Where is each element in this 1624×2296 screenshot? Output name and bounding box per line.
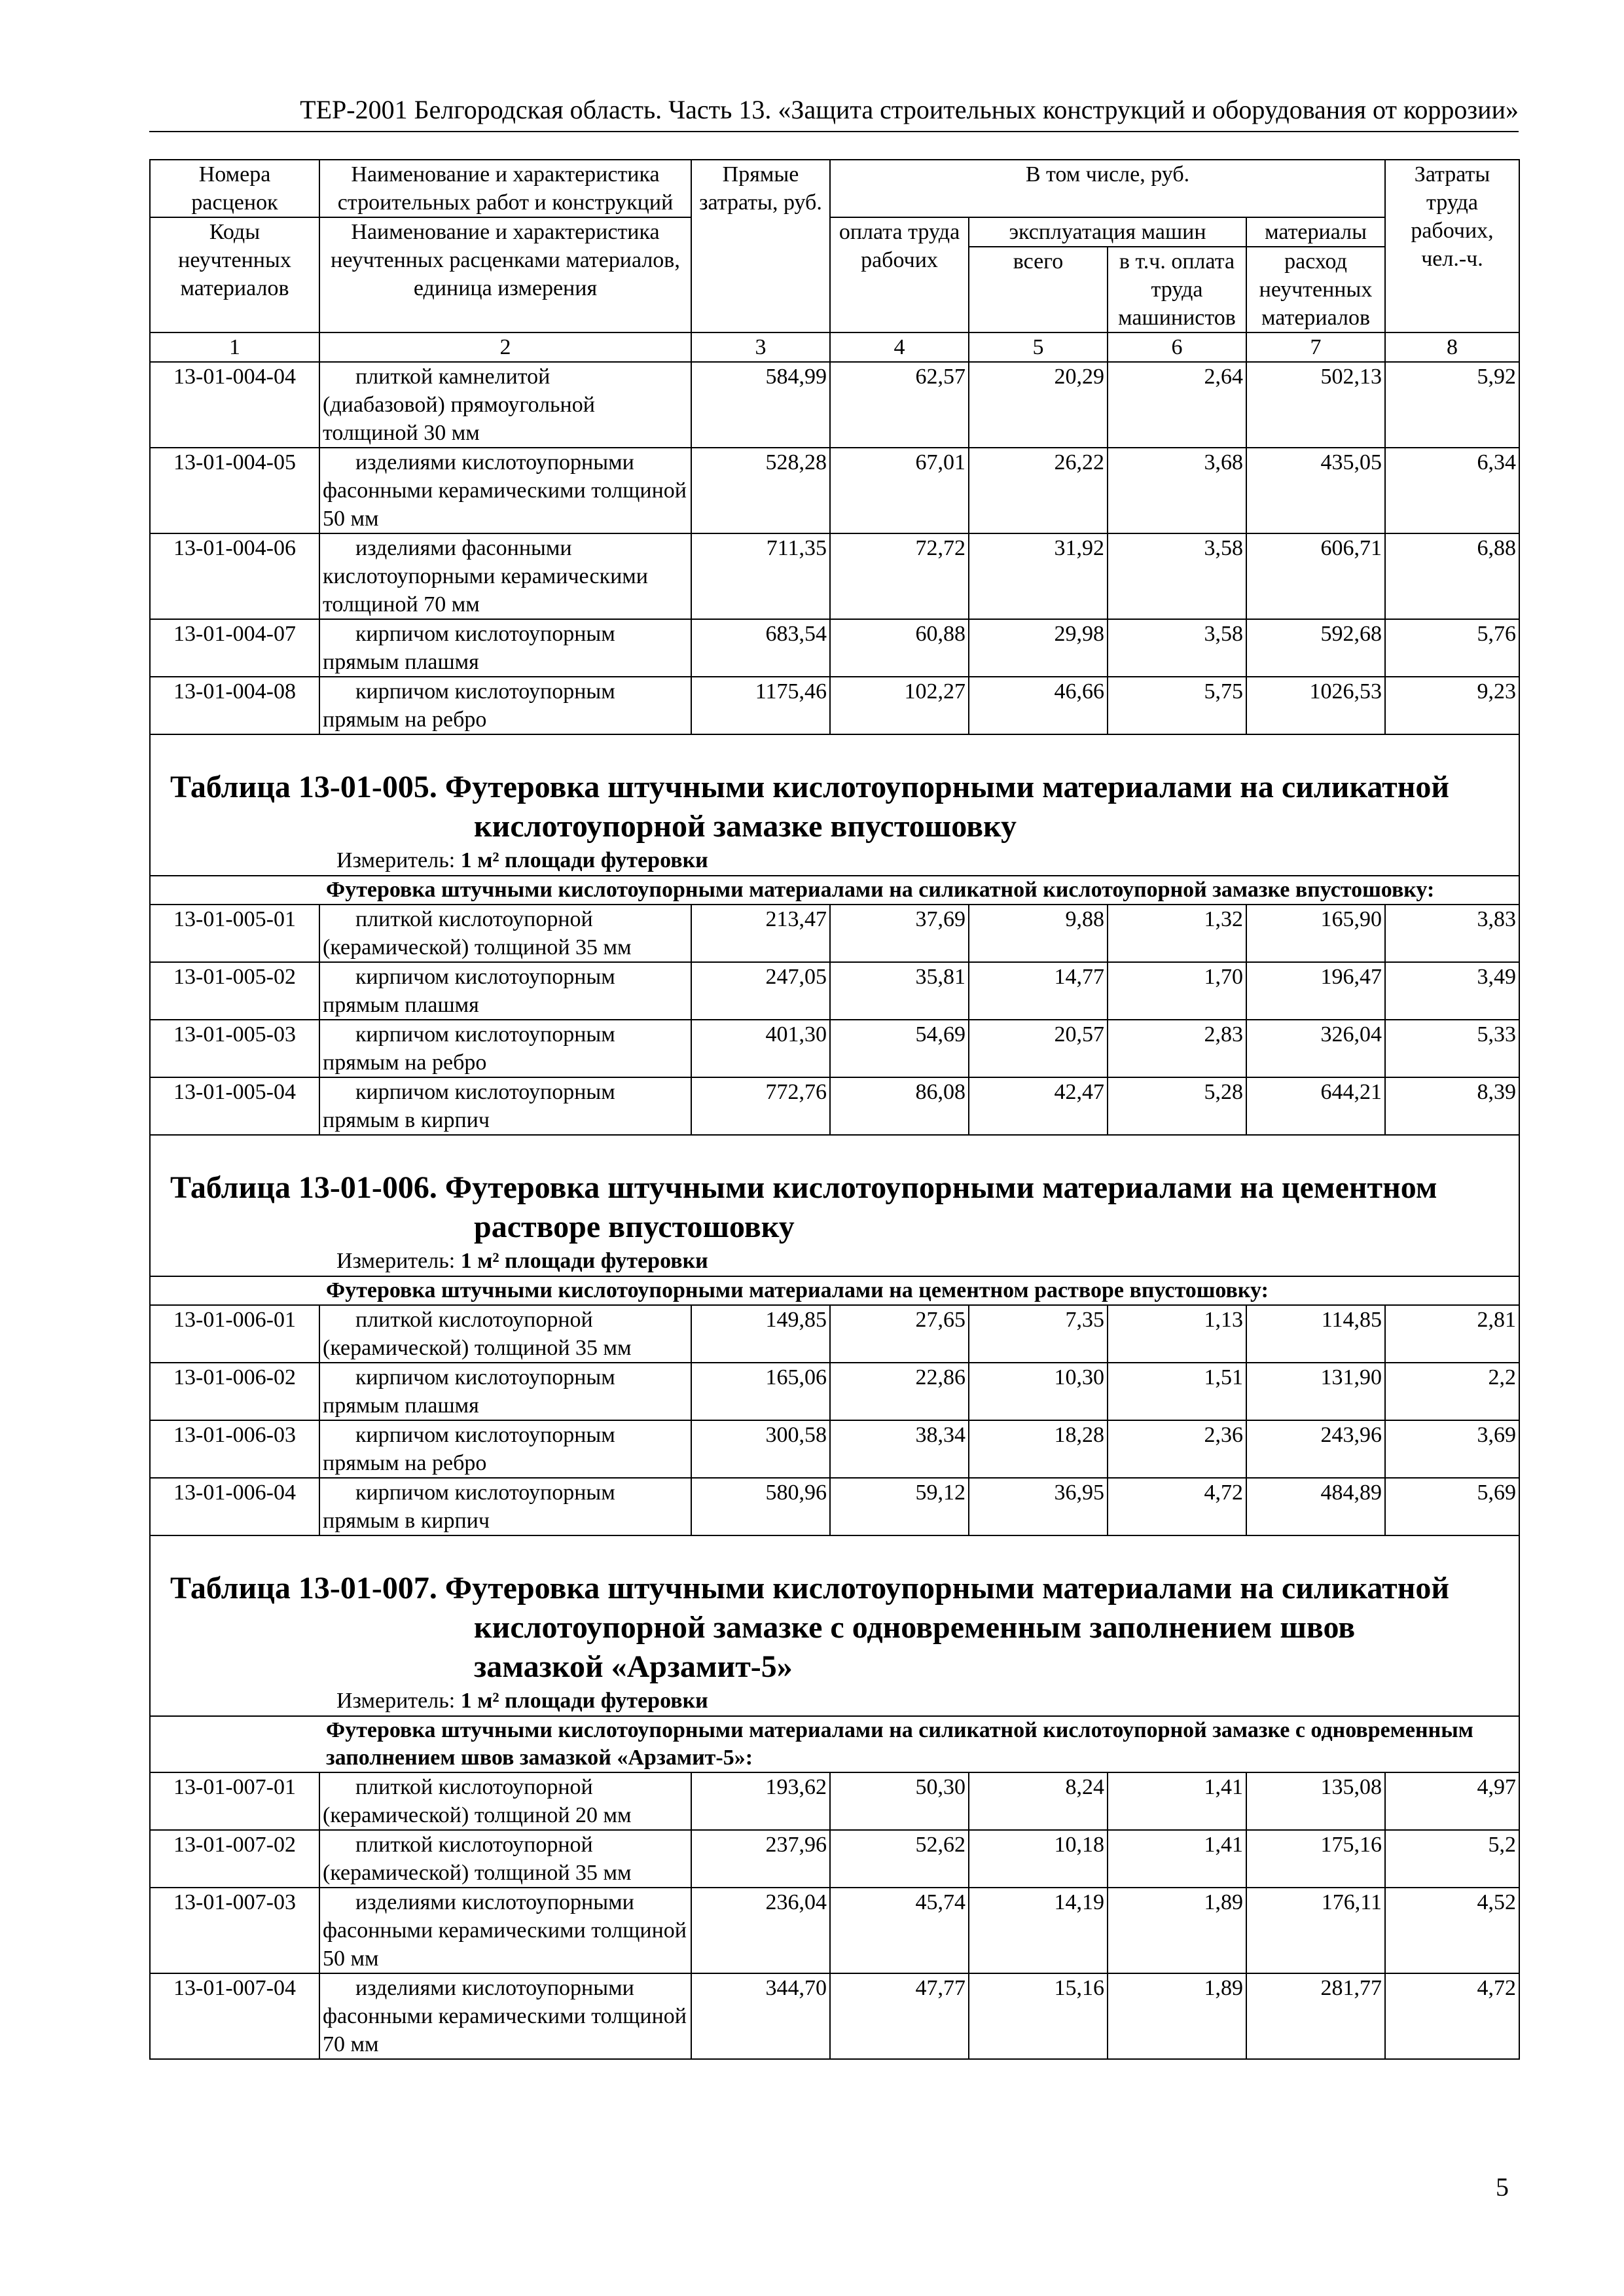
rate-name (319, 362, 691, 448)
measurement-value: 1 м² площади футеровки (460, 1249, 708, 1273)
value-hours: 2,2 (1385, 1363, 1519, 1420)
table-row (150, 1077, 1519, 1135)
measurement-label: Измеритель: (336, 1689, 456, 1713)
rate-name-line-2: прямым плашмя (323, 650, 479, 674)
group-code-cell (150, 876, 319, 905)
value-hours: 9,23 (1385, 677, 1519, 734)
rate-name (319, 1888, 691, 1973)
value-labor: 86,08 (830, 1077, 969, 1135)
rate-name-line-1: плиткой камнелитой (355, 365, 550, 389)
rate-name-line-2: (диабазовой) прямоугольной толщиной 30 мм (323, 393, 595, 445)
col-number: 4 (830, 332, 969, 362)
value-mat: 176,11 (1246, 1888, 1385, 1973)
value-labor: 72,72 (830, 533, 969, 619)
value-mat: 502,13 (1246, 362, 1385, 448)
rate-name-line-1: изделиями кислотоупорными (355, 1890, 634, 1914)
rate-code: 13-01-005-02 (150, 962, 319, 1020)
value-labor: 102,27 (830, 677, 969, 734)
col-number: 5 (969, 332, 1108, 362)
rate-name-line-2: (керамической) толщиной 20 мм (323, 1803, 632, 1827)
value-direct: 580,96 (691, 1478, 830, 1535)
rate-name-line-1: плиткой кислотоупорной (355, 1308, 593, 1332)
value-mach: 14,19 (969, 1888, 1108, 1973)
rate-name (319, 1020, 691, 1077)
rate-code: 13-01-004-08 (150, 677, 319, 734)
measurement-unit (151, 846, 1519, 875)
value-hours: 2,81 (1385, 1305, 1519, 1363)
value-direct: 300,58 (691, 1420, 830, 1478)
value-labor: 35,81 (830, 962, 969, 1020)
col-number: 8 (1385, 332, 1519, 362)
table-row (150, 1830, 1519, 1888)
group-heading: Футеровка штучными кислотоупорными материалами на силикатной кислотоупорной замазке с одновременным заполнением швов замазкой «Арзамит-5»: (319, 1716, 1519, 1772)
col-number: 3 (691, 332, 830, 362)
rate-name-line-1: кирпичом кислотоупорным (355, 622, 615, 646)
rate-code: 13-01-006-03 (150, 1420, 319, 1478)
value-mat: 196,47 (1246, 962, 1385, 1020)
rate-name-line-1: кирпичом кислотоупорным (355, 1365, 615, 1390)
value-direct: 772,76 (691, 1077, 830, 1135)
rate-name-line-1: кирпичом кислотоупорным (355, 1480, 615, 1505)
col-8-header: Затраты труда рабочих, чел.-ч. (1385, 160, 1519, 332)
rate-name-line-1: кирпичом кислотоупорным (355, 965, 615, 989)
col-number: 6 (1108, 332, 1246, 362)
value-labor: 67,01 (830, 448, 969, 533)
value-labor: 38,34 (830, 1420, 969, 1478)
value-mat: 435,05 (1246, 448, 1385, 533)
value-direct: 711,35 (691, 533, 830, 619)
rate-name-line-2: фасонными керамическими толщиной 70 мм (323, 2004, 687, 2056)
rate-name-line-1: плиткой кислотоупорной (355, 907, 593, 931)
rate-name (319, 905, 691, 962)
rate-name (319, 1305, 691, 1363)
rate-name (319, 533, 691, 619)
value-mach: 36,95 (969, 1478, 1108, 1535)
col-number: 2 (319, 332, 691, 362)
rate-code: 13-01-004-04 (150, 362, 319, 448)
rate-code: 13-01-004-07 (150, 619, 319, 677)
value-hours: 3,49 (1385, 962, 1519, 1020)
rate-code: 13-01-005-01 (150, 905, 319, 962)
header-title: ТЕР-2001 Белгородская область. Часть 13. «Защита строительных конструкций и оборудования от коррозии» (300, 95, 1519, 124)
rate-name (319, 619, 691, 677)
section-heading-cell (150, 1535, 1519, 1716)
value-mat: 135,08 (1246, 1772, 1385, 1830)
rate-name-line-1: изделиями кислотоупорными (355, 450, 634, 475)
value-mach: 29,98 (969, 619, 1108, 677)
value-direct: 528,28 (691, 448, 830, 533)
rate-name (319, 1830, 691, 1888)
value-mach: 10,18 (969, 1830, 1108, 1888)
col-number: 7 (1246, 332, 1385, 362)
column-numbers-row (150, 332, 1519, 362)
value-mach-labor: 1,70 (1108, 962, 1246, 1020)
value-mach: 18,28 (969, 1420, 1108, 1478)
value-mach: 14,77 (969, 962, 1108, 1020)
value-hours: 4,72 (1385, 1973, 1519, 2059)
value-mat: 175,16 (1246, 1830, 1385, 1888)
group-heading-row (150, 876, 1519, 905)
rate-code: 13-01-006-02 (150, 1363, 319, 1420)
rate-code: 13-01-004-06 (150, 533, 319, 619)
rate-name-line-2: прямым плашмя (323, 1393, 479, 1418)
rate-code: 13-01-005-03 (150, 1020, 319, 1077)
value-hours: 5,92 (1385, 362, 1519, 448)
rate-code: 13-01-007-03 (150, 1888, 319, 1973)
value-mach-labor: 2,36 (1108, 1420, 1246, 1478)
rate-name (319, 962, 691, 1020)
rate-name-line-2: (керамической) толщиной 35 мм (323, 935, 632, 960)
rate-code: 13-01-004-05 (150, 448, 319, 533)
value-direct: 165,06 (691, 1363, 830, 1420)
value-mach: 9,88 (969, 905, 1108, 962)
col-3-header: Прямые затраты, руб. (691, 160, 830, 332)
measurement-label: Измеритель: (336, 848, 456, 872)
rate-name-line-2: прямым плашмя (323, 993, 479, 1017)
col-6-header: в т.ч. оплата труда машинистов (1108, 247, 1246, 332)
value-mat: 644,21 (1246, 1077, 1385, 1135)
table-title-line-3: замазкой «Арзамит-5» (474, 1649, 793, 1684)
rate-name-line-2: (керамической) толщиной 35 мм (323, 1336, 632, 1360)
value-mach-labor: 1,89 (1108, 1888, 1246, 1973)
col-2-bottom: Наименование и характеристика неучтенных расценками материалов, единица измерения (319, 217, 691, 332)
col-1-bottom: Коды неучтенных материалов (150, 217, 319, 332)
value-labor: 54,69 (830, 1020, 969, 1077)
table-row (150, 362, 1519, 448)
value-mach-labor: 5,75 (1108, 677, 1246, 734)
rate-name (319, 1077, 691, 1135)
rate-name (319, 1772, 691, 1830)
machines-header: эксплуатация машин (969, 217, 1246, 247)
included-header: В том числе, руб. (830, 160, 1385, 217)
value-mach-labor: 1,51 (1108, 1363, 1246, 1420)
rate-name (319, 677, 691, 734)
value-hours: 4,97 (1385, 1772, 1519, 1830)
col-1-top: Номера расценок (150, 160, 319, 217)
value-hours: 5,2 (1385, 1830, 1519, 1888)
rate-code: 13-01-006-04 (150, 1478, 319, 1535)
rate-code: 13-01-005-04 (150, 1077, 319, 1135)
rate-name-line-2: кислотоупорными керамическими толщиной 70 мм (323, 564, 649, 617)
group-heading-row (150, 1716, 1519, 1772)
value-mat: 165,90 (1246, 905, 1385, 962)
value-mat: 1026,53 (1246, 677, 1385, 734)
value-mach: 8,24 (969, 1772, 1108, 1830)
rate-name-line-1: плиткой кислотоупорной (355, 1775, 593, 1799)
value-hours: 6,34 (1385, 448, 1519, 533)
table-row (150, 1973, 1519, 2059)
value-labor: 27,65 (830, 1305, 969, 1363)
col-7-header: расход неучтенных материалов (1246, 247, 1385, 332)
value-mach: 46,66 (969, 677, 1108, 734)
value-direct: 247,05 (691, 962, 830, 1020)
value-mach-labor: 1,41 (1108, 1772, 1246, 1830)
table-title-line-1: Таблица 13-01-007. Футеровка штучными кислотоупорными материалами на силикатной (170, 1571, 1450, 1605)
rate-name (319, 448, 691, 533)
measurement-value: 1 м² площади футеровки (460, 1689, 708, 1713)
rate-name-line-1: изделиями кислотоупорными (355, 1976, 634, 2000)
value-direct: 584,99 (691, 362, 830, 448)
value-direct: 213,47 (691, 905, 830, 962)
value-direct: 683,54 (691, 619, 830, 677)
value-hours: 3,69 (1385, 1420, 1519, 1478)
table-title (151, 1136, 1519, 1247)
value-mach: 31,92 (969, 533, 1108, 619)
value-mat: 281,77 (1246, 1973, 1385, 2059)
value-mach-labor: 3,58 (1108, 619, 1246, 677)
table-title (151, 735, 1519, 846)
materials-header: материалы (1246, 217, 1385, 247)
value-direct: 149,85 (691, 1305, 830, 1363)
value-mach: 20,57 (969, 1020, 1108, 1077)
table-row (150, 1363, 1519, 1420)
table-row (150, 1772, 1519, 1830)
value-mach: 26,22 (969, 448, 1108, 533)
value-direct: 193,62 (691, 1772, 830, 1830)
rates-table (149, 159, 1520, 2060)
rate-name-line-1: изделиями фасонными (355, 536, 572, 560)
page-number: 5 (1496, 2172, 1509, 2202)
header-row-1 (150, 160, 1519, 217)
value-direct: 237,96 (691, 1830, 830, 1888)
value-hours: 4,52 (1385, 1888, 1519, 1973)
value-mat: 326,04 (1246, 1020, 1385, 1077)
value-mach-labor: 2,64 (1108, 362, 1246, 448)
rate-name-line-2: прямым в кирпич (323, 1108, 490, 1132)
value-mach: 10,30 (969, 1363, 1108, 1420)
table-title-line-2: кислотоупорной замазке с одновременным заполнением швов (474, 1610, 1356, 1645)
measurement-value: 1 м² площади футеровки (460, 848, 708, 872)
table-row (150, 1888, 1519, 1973)
rate-code: 13-01-007-04 (150, 1973, 319, 2059)
table-section-heading (150, 1135, 1519, 1276)
value-hours: 5,69 (1385, 1478, 1519, 1535)
table-row (150, 962, 1519, 1020)
col-2-top: Наименование и характеристика строительных работ и конструкций (319, 160, 691, 217)
group-heading: Футеровка штучными кислотоупорными материалами на силикатной кислотоупорной замазке впустошовку: (319, 876, 1519, 905)
group-heading-row (150, 1276, 1519, 1305)
value-labor: 45,74 (830, 1888, 969, 1973)
value-mat: 484,89 (1246, 1478, 1385, 1535)
value-mach-labor: 1,41 (1108, 1830, 1246, 1888)
value-labor: 47,77 (830, 1973, 969, 2059)
rate-name (319, 1478, 691, 1535)
table-row (150, 1305, 1519, 1363)
value-mach-labor: 4,72 (1108, 1478, 1246, 1535)
value-mach: 15,16 (969, 1973, 1108, 2059)
table-row (150, 677, 1519, 734)
rate-name-line-2: фасонными керамическими толщиной 50 мм (323, 478, 687, 531)
value-mach-labor: 3,58 (1108, 533, 1246, 619)
value-hours: 5,76 (1385, 619, 1519, 677)
rate-name-line-2: прямым в кирпич (323, 1509, 490, 1533)
rate-name-line-2: прямым на ребро (323, 1451, 487, 1475)
table-row (150, 1478, 1519, 1535)
value-labor: 22,86 (830, 1363, 969, 1420)
measurement-unit (151, 1247, 1519, 1276)
rate-name (319, 1363, 691, 1420)
value-mach: 42,47 (969, 1077, 1108, 1135)
rate-name-line-1: кирпичом кислотоупорным (355, 1080, 615, 1104)
value-direct: 1175,46 (691, 677, 830, 734)
measurement-unit (151, 1687, 1519, 1715)
value-direct: 236,04 (691, 1888, 830, 1973)
table-row (150, 448, 1519, 533)
value-mat: 114,85 (1246, 1305, 1385, 1363)
value-mach-labor: 1,32 (1108, 905, 1246, 962)
rate-name-line-2: прямым на ребро (323, 1050, 487, 1075)
page-header (149, 92, 1519, 132)
value-mach-labor: 1,13 (1108, 1305, 1246, 1363)
col-5-header: всего (969, 247, 1108, 332)
value-labor: 59,12 (830, 1478, 969, 1535)
table-title-line-2: кислотоупорной замазке впустошовку (474, 809, 1017, 844)
rate-code: 13-01-007-02 (150, 1830, 319, 1888)
rate-name-line-2: прямым на ребро (323, 708, 487, 732)
rate-name-line-2: фасонными керамическими толщиной 50 мм (323, 1918, 687, 1971)
value-mach-labor: 2,83 (1108, 1020, 1246, 1077)
value-labor: 60,88 (830, 619, 969, 677)
table-row (150, 1020, 1519, 1077)
value-hours: 8,39 (1385, 1077, 1519, 1135)
value-mach: 20,29 (969, 362, 1108, 448)
value-direct: 344,70 (691, 1973, 830, 2059)
table-row (150, 619, 1519, 677)
table-title-line-2: растворе впустошовку (474, 1210, 795, 1244)
rate-name (319, 1420, 691, 1478)
value-mach-labor: 3,68 (1108, 448, 1246, 533)
rate-code: 13-01-006-01 (150, 1305, 319, 1363)
value-mat: 606,71 (1246, 533, 1385, 619)
value-mat: 243,96 (1246, 1420, 1385, 1478)
table-title (151, 1536, 1519, 1687)
group-code-cell (150, 1716, 319, 1772)
table-section-heading (150, 734, 1519, 876)
table-row (150, 905, 1519, 962)
col-4-header: оплата труда рабочих (830, 217, 969, 332)
rate-name-line-1: кирпичом кислотоупорным (355, 1022, 615, 1047)
rate-name-line-2: (керамической) толщиной 35 мм (323, 1861, 632, 1885)
rate-name-line-1: кирпичом кислотоупорным (355, 679, 615, 704)
value-mach-labor: 5,28 (1108, 1077, 1246, 1135)
value-labor: 50,30 (830, 1772, 969, 1830)
section-heading-cell (150, 1135, 1519, 1276)
rate-name-line-1: плиткой кислотоупорной (355, 1833, 593, 1857)
value-labor: 62,57 (830, 362, 969, 448)
rate-name (319, 1973, 691, 2059)
table-row (150, 533, 1519, 619)
value-labor: 52,62 (830, 1830, 969, 1888)
section-heading-cell (150, 734, 1519, 876)
value-labor: 37,69 (830, 905, 969, 962)
table-row (150, 1420, 1519, 1478)
table-section-heading (150, 1535, 1519, 1716)
group-heading: Футеровка штучными кислотоупорными материалами на цементном растворе впустошовку: (319, 1276, 1519, 1305)
table-title-line-1: Таблица 13-01-005. Футеровка штучными кислотоупорными материалами на силикатной (170, 770, 1450, 804)
group-code-cell (150, 1276, 319, 1305)
value-mat: 592,68 (1246, 619, 1385, 677)
value-hours: 5,33 (1385, 1020, 1519, 1077)
value-mach: 7,35 (969, 1305, 1108, 1363)
value-mach-labor: 1,89 (1108, 1973, 1246, 2059)
col-number: 1 (150, 332, 319, 362)
rate-code: 13-01-007-01 (150, 1772, 319, 1830)
value-hours: 6,88 (1385, 533, 1519, 619)
value-mat: 131,90 (1246, 1363, 1385, 1420)
rate-name-line-1: кирпичом кислотоупорным (355, 1423, 615, 1447)
table-title-line-1: Таблица 13-01-006. Футеровка штучными кислотоупорными материалами на цементном (170, 1170, 1437, 1205)
value-hours: 3,83 (1385, 905, 1519, 962)
header-row-2 (150, 217, 1519, 247)
value-direct: 401,30 (691, 1020, 830, 1077)
measurement-label: Измеритель: (336, 1249, 456, 1273)
